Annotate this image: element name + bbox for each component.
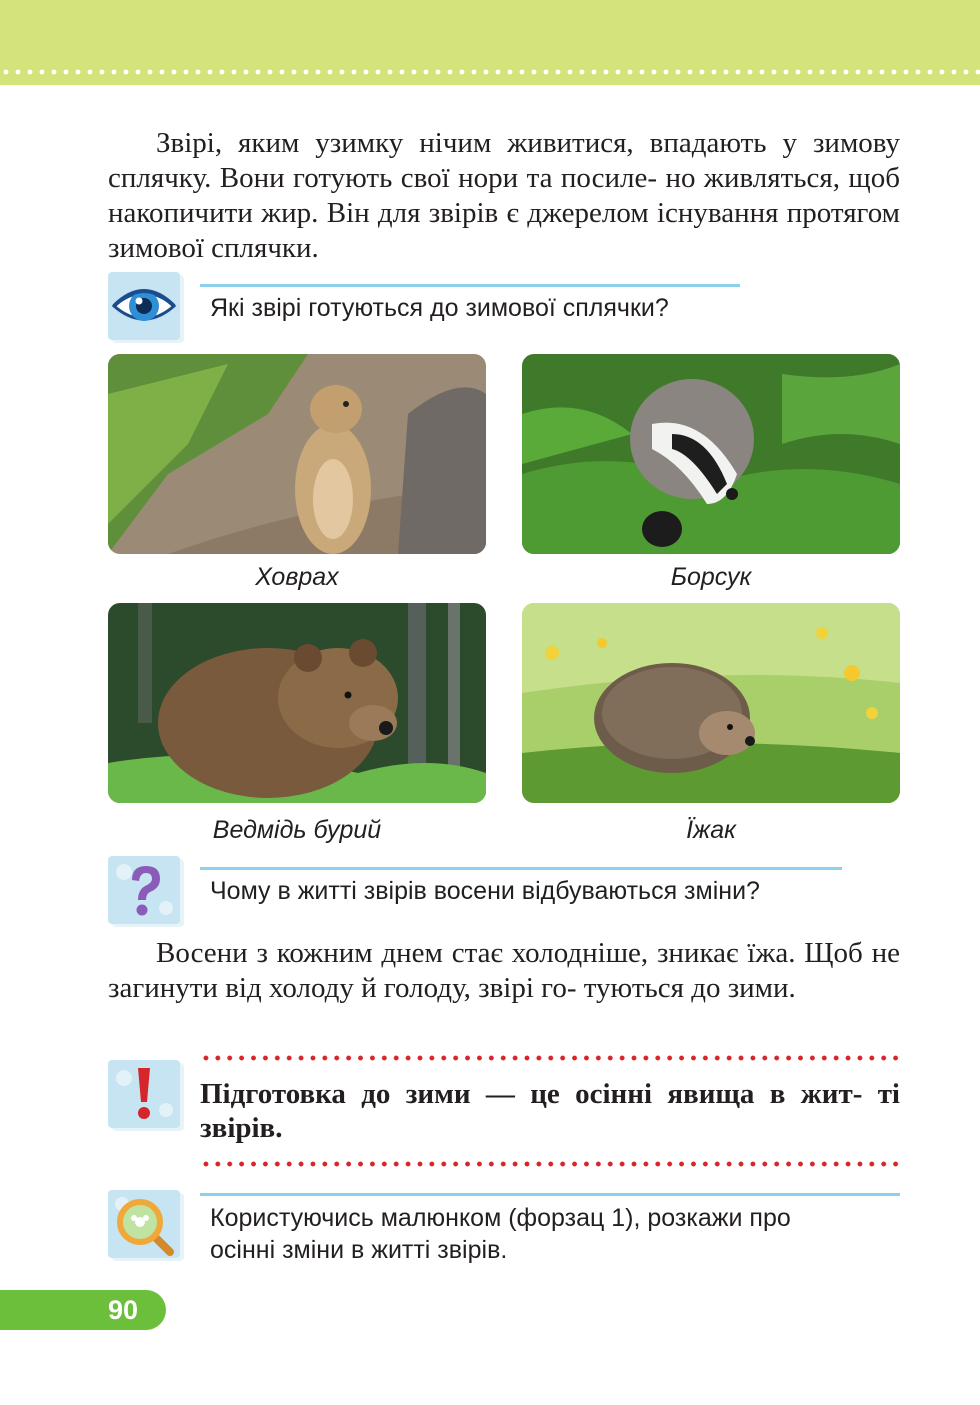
caption-brown-bear: Ведмідь бурий xyxy=(212,816,382,844)
think-line xyxy=(200,867,842,870)
rule-text xyxy=(200,1077,900,1145)
photo-brown-bear xyxy=(108,603,486,803)
page-number: 90 xyxy=(0,1290,166,1330)
photo-badger xyxy=(522,354,900,554)
magnifier-icon xyxy=(108,1190,180,1258)
autumn-line-2: їжа. Щоб не загинути від холоду й голоду, звірі го- xyxy=(108,937,900,1004)
observe-question: Які звірі готуються до зимової сплячки? xyxy=(210,294,669,322)
intro-line-3: но живляться, щоб накопичити жир. Він для звірів xyxy=(108,162,900,229)
observe-line xyxy=(200,284,740,287)
exclamation-icon xyxy=(108,1060,180,1128)
rule-line-2: ті звірів. xyxy=(200,1078,900,1144)
intro-line-2: у зимову сплячку. Вони готують свої нори та посиле- xyxy=(108,127,901,194)
autumn-paragraph xyxy=(108,936,900,1006)
intro-line-1: Звірі, яким узимку нічим живитися, впадають xyxy=(156,127,767,159)
autumn-line-1: Восени з кожним днем стає холодніше, зникає xyxy=(156,937,739,969)
task-line xyxy=(200,1193,900,1196)
task-text xyxy=(210,1202,900,1266)
header-dotted-border xyxy=(0,68,980,76)
rule-line-1: Підготовка до зими — це осінні явища в жит- xyxy=(200,1078,863,1110)
intro-paragraph xyxy=(108,126,900,266)
photo-gopher xyxy=(108,354,486,554)
task-line-1: Користуючись малюнком (форзац 1), розкажи про xyxy=(210,1204,791,1232)
think-question: Чому в житті звірів восени відбуваються зміни? xyxy=(210,877,760,905)
autumn-line-3: туються до зими. xyxy=(583,972,796,1004)
caption-hedgehog: Їжак xyxy=(686,816,736,844)
question-mark-icon xyxy=(108,856,180,924)
intro-line-4: є джерелом існування протягом зимової сплячки. xyxy=(108,197,901,264)
photo-hedgehog xyxy=(522,603,900,803)
caption-badger: Борсук xyxy=(670,563,752,591)
eye-icon xyxy=(108,272,180,340)
task-line-2: осінні зміни в житті звірів. xyxy=(210,1236,508,1264)
rule-dotted-bottom xyxy=(200,1160,904,1168)
caption-gopher: Ховрах xyxy=(255,563,339,591)
rule-dotted-top xyxy=(200,1054,904,1062)
